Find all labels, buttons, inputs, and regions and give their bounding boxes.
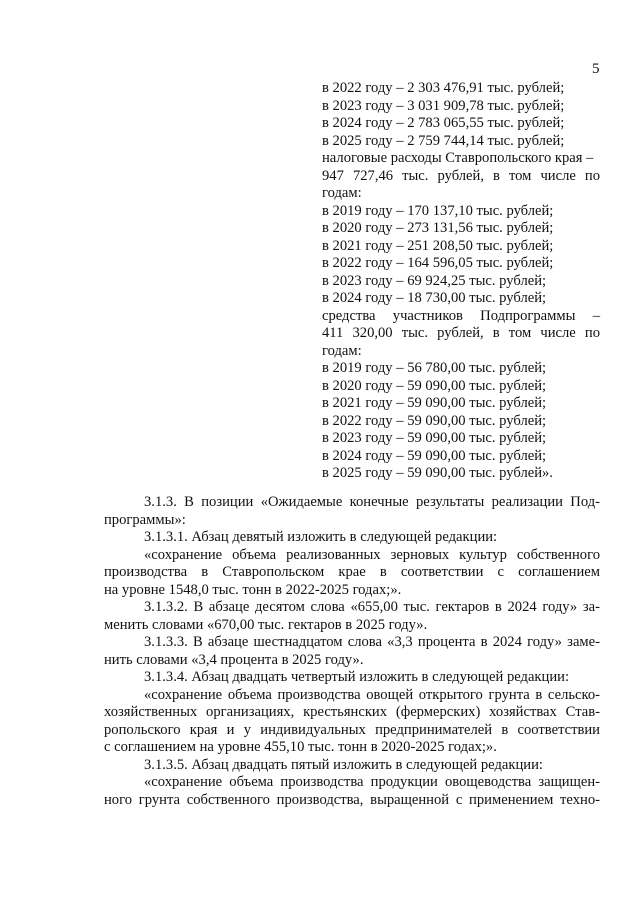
text-line: 3.1.3.5. Абзац двадцать пятый изложить в следующей редакции:: [144, 756, 543, 773]
text-line: 3.1.3. В позиции «Ожидаемые конечные результаты реализации Под-: [144, 494, 600, 510]
text-line: нить словами «3,4 процента в 2025 году».: [104, 651, 364, 668]
funding-line: в 2022 году – 59 090,00 тыс. рублей;: [322, 412, 547, 429]
funding-line: налоговые расходы Ставропольского края –: [322, 150, 594, 166]
funding-line: средства участников Подпрограммы –: [322, 307, 600, 324]
funding-column: [322, 80, 600, 483]
text-line: ропольского края и у индивидуальных предпринимателей в соответствии: [104, 721, 600, 738]
text-line: «сохранение объема производства продукции овощеводства защищен-: [144, 774, 600, 790]
funding-line: в 2024 году – 18 730,00 тыс. рублей;: [322, 290, 547, 306]
funding-line: в 2023 году – 69 924,25 тыс. рублей;: [322, 272, 547, 289]
funding-line: в 2020 году – 59 090,00 тыс. рублей;: [322, 377, 547, 394]
text-line: менить словами «670,00 тыс. гектаров в 2025 году».: [104, 616, 428, 633]
funding-line: в 2024 году – 2 783 065,55 тыс. рублей;: [322, 115, 565, 131]
text-line: с соглашением на уровне 455,10 тыс. тонн в 2020-2025 годах;».: [104, 739, 497, 755]
funding-line: в 2023 году – 3 031 909,78 тыс. рублей;: [322, 97, 565, 114]
text-line: «сохранение объема производства овощей открытого грунта в сельско-: [144, 686, 600, 703]
funding-line: в 2022 году – 164 596,05 тыс. рублей;: [322, 255, 554, 271]
text-line: 3.1.3.1. Абзац девятый изложить в следующей редакции:: [144, 529, 498, 545]
funding-line: в 2024 году – 59 090,00 тыс. рублей;: [322, 447, 547, 464]
text-line: 3.1.3.3. В абзаце шестнадцатом слова «3,3 процента в 2024 году» заме-: [144, 634, 600, 650]
text-line: «сохранение объема реализованных зерновых культур собственного: [144, 546, 600, 563]
funding-line: в 2020 году – 273 131,56 тыс. рублей;: [322, 220, 554, 236]
funding-line: в 2019 году – 56 780,00 тыс. рублей;: [322, 360, 547, 376]
funding-line: 411 320,00 тыс. рублей, в том числе по: [322, 325, 600, 341]
text-line: 3.1.3.2. В абзаце десятом слова «655,00 тыс. гектаров в 2024 году» за-: [144, 599, 600, 615]
page-number: 5: [592, 61, 600, 77]
funding-line: в 2022 году – 2 303 476,91 тыс. рублей;: [322, 80, 565, 96]
funding-line: в 2021 году – 251 208,50 тыс. рублей;: [322, 237, 554, 254]
text-line: хозяйственных организациях, крестьянских (фермерских) хозяйствах Став-: [104, 704, 600, 720]
funding-line: в 2021 году – 59 090,00 тыс. рублей;: [322, 395, 547, 411]
text-line: 3.1.3.4. Абзац двадцать четвертый изложить в следующей редакции:: [144, 669, 569, 685]
text-line: ного грунта собственного производства, выращенной с применением техно-: [104, 791, 600, 808]
funding-line: 947 727,46 тыс. рублей, в том числе по: [322, 167, 600, 184]
funding-line: годам:: [322, 185, 362, 201]
funding-line: в 2019 году – 170 137,10 тыс. рублей;: [322, 202, 554, 219]
amendments-text: [104, 494, 600, 809]
funding-line: годам:: [322, 342, 362, 359]
text-line: программы»:: [104, 511, 186, 528]
funding-line: в 2023 году – 59 090,00 тыс. рублей;: [322, 430, 547, 446]
text-line: на уровне 1548,0 тыс. тонн в 2022-2025 годах;».: [104, 581, 402, 598]
text-line: производства в Ставропольском крае в соответствии с соглашением: [104, 564, 600, 580]
funding-line: в 2025 году – 2 759 744,14 тыс. рублей;: [322, 132, 565, 149]
funding-line: в 2025 году – 59 090,00 тыс. рублей».: [322, 465, 553, 481]
